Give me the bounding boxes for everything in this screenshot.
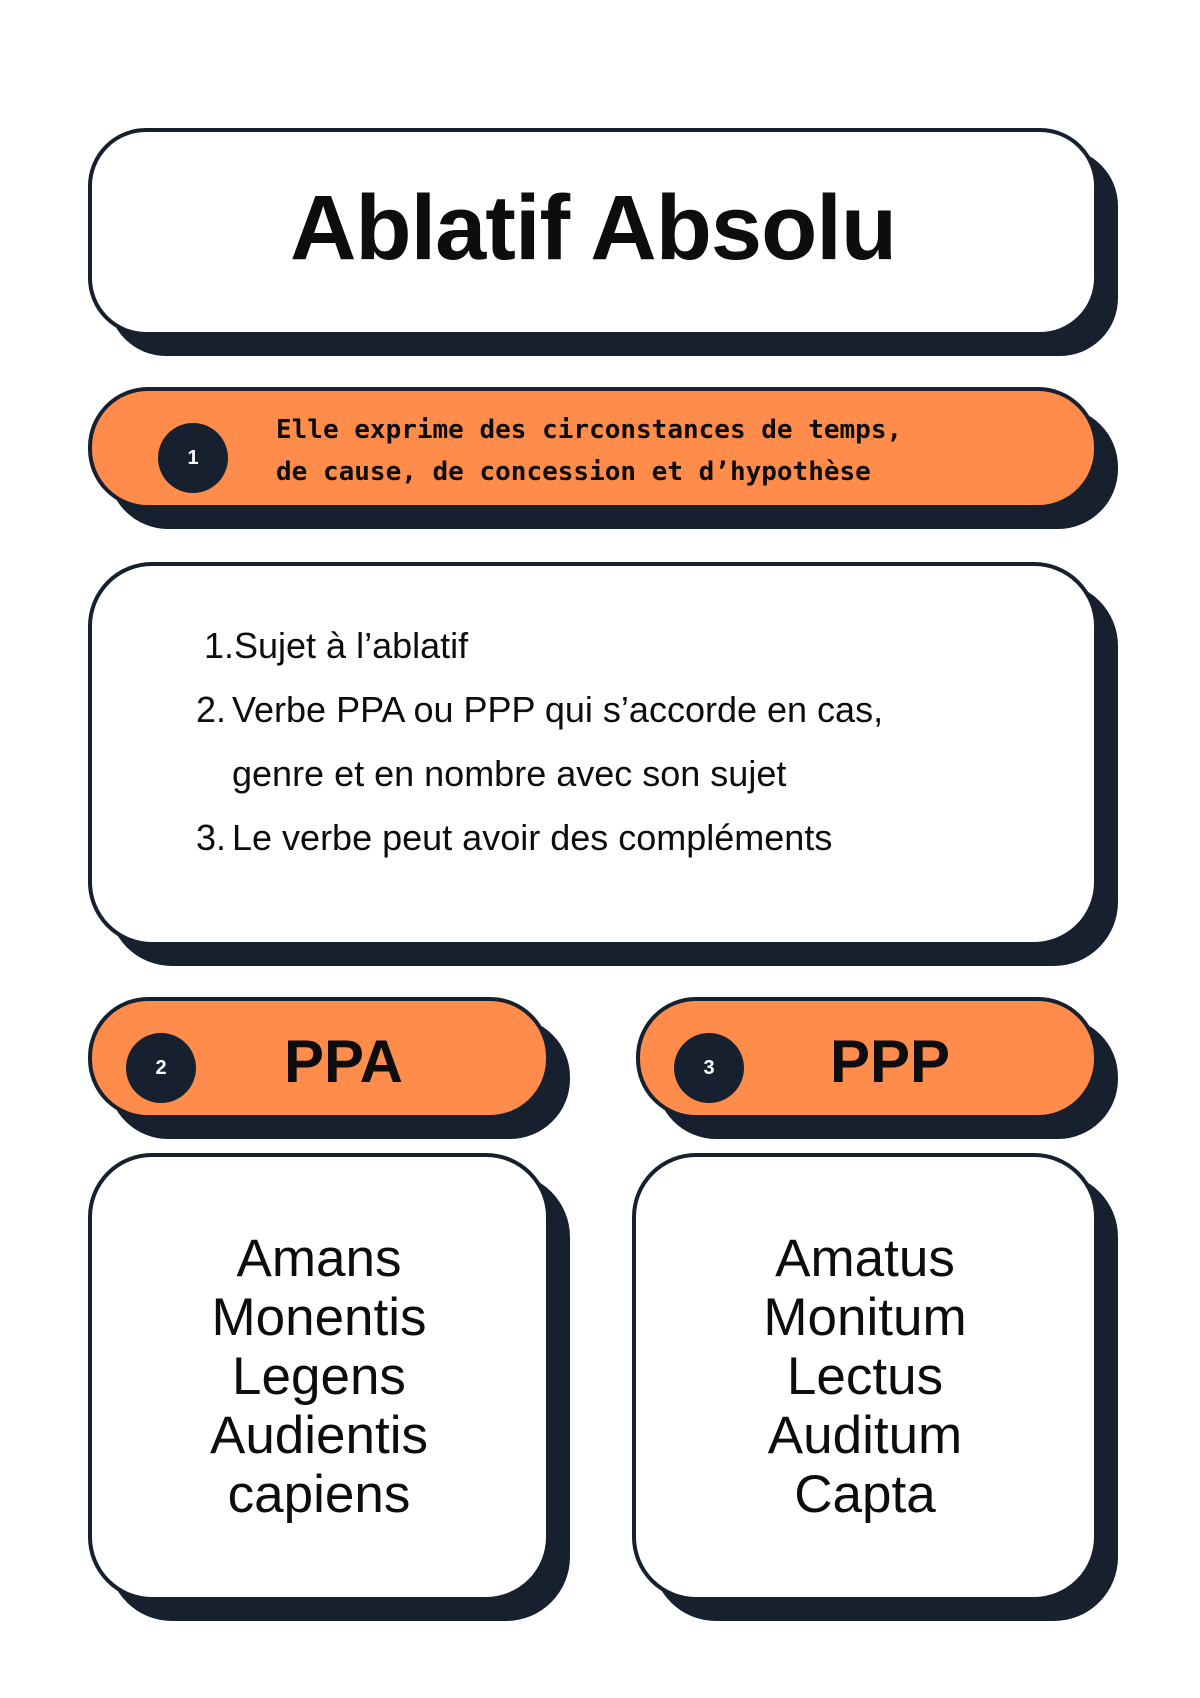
rule-item [196, 806, 883, 870]
rule-text: Verbe PPA ou PPP qui s’accorde en cas, [232, 689, 884, 730]
page-title: Ablatif Absolu [289, 177, 897, 279]
rules-card [88, 562, 1098, 946]
ppa-word: Legens [232, 1347, 406, 1406]
ppp-word: Lectus [786, 1347, 944, 1406]
ppa-word: capiens [227, 1465, 411, 1524]
ppa-word-list [92, 1229, 546, 1524]
ppp-label: PPP [830, 1028, 951, 1095]
ppp-number-badge: 3 [674, 1033, 744, 1103]
rule-number: 1. [204, 625, 235, 666]
ppp-word: Auditum [767, 1406, 963, 1465]
rule-number: 2. [196, 689, 227, 730]
ppa-number-badge: 2 [126, 1033, 196, 1103]
rule-text-continuation: genre et en nombre avec son sujet [232, 753, 787, 794]
definition-number-badge: 1 [158, 423, 228, 493]
title-card [88, 128, 1098, 336]
definition-line-1: Elle exprime des circonstances de temps, [276, 415, 903, 445]
ppa-word: Monentis [211, 1288, 427, 1347]
ppa-word: Audientis [209, 1406, 429, 1465]
definition-card [88, 387, 1098, 509]
rule-text: Le verbe peut avoir des compléments [232, 817, 833, 858]
definition-text [276, 409, 902, 493]
rule-text: Sujet à l’ablatif [234, 625, 469, 666]
ppa-word: Amans [236, 1229, 402, 1288]
rule-number: 3. [196, 817, 227, 858]
definition-line-2: de cause, de concession et d’hypothèse [276, 457, 871, 487]
ppa-header [88, 997, 550, 1119]
rules-list [196, 614, 883, 870]
ppa-list-card [88, 1153, 550, 1601]
ppp-word-list [636, 1229, 1094, 1524]
rule-item [196, 614, 883, 678]
ppp-word: Amatus [775, 1229, 955, 1288]
ppp-header [636, 997, 1098, 1119]
ppp-word: Capta [794, 1465, 936, 1524]
ppa-label: PPA [284, 1028, 403, 1095]
ppp-list-card [632, 1153, 1098, 1601]
ppp-word: Monitum [763, 1288, 967, 1347]
rule-item [196, 678, 883, 742]
